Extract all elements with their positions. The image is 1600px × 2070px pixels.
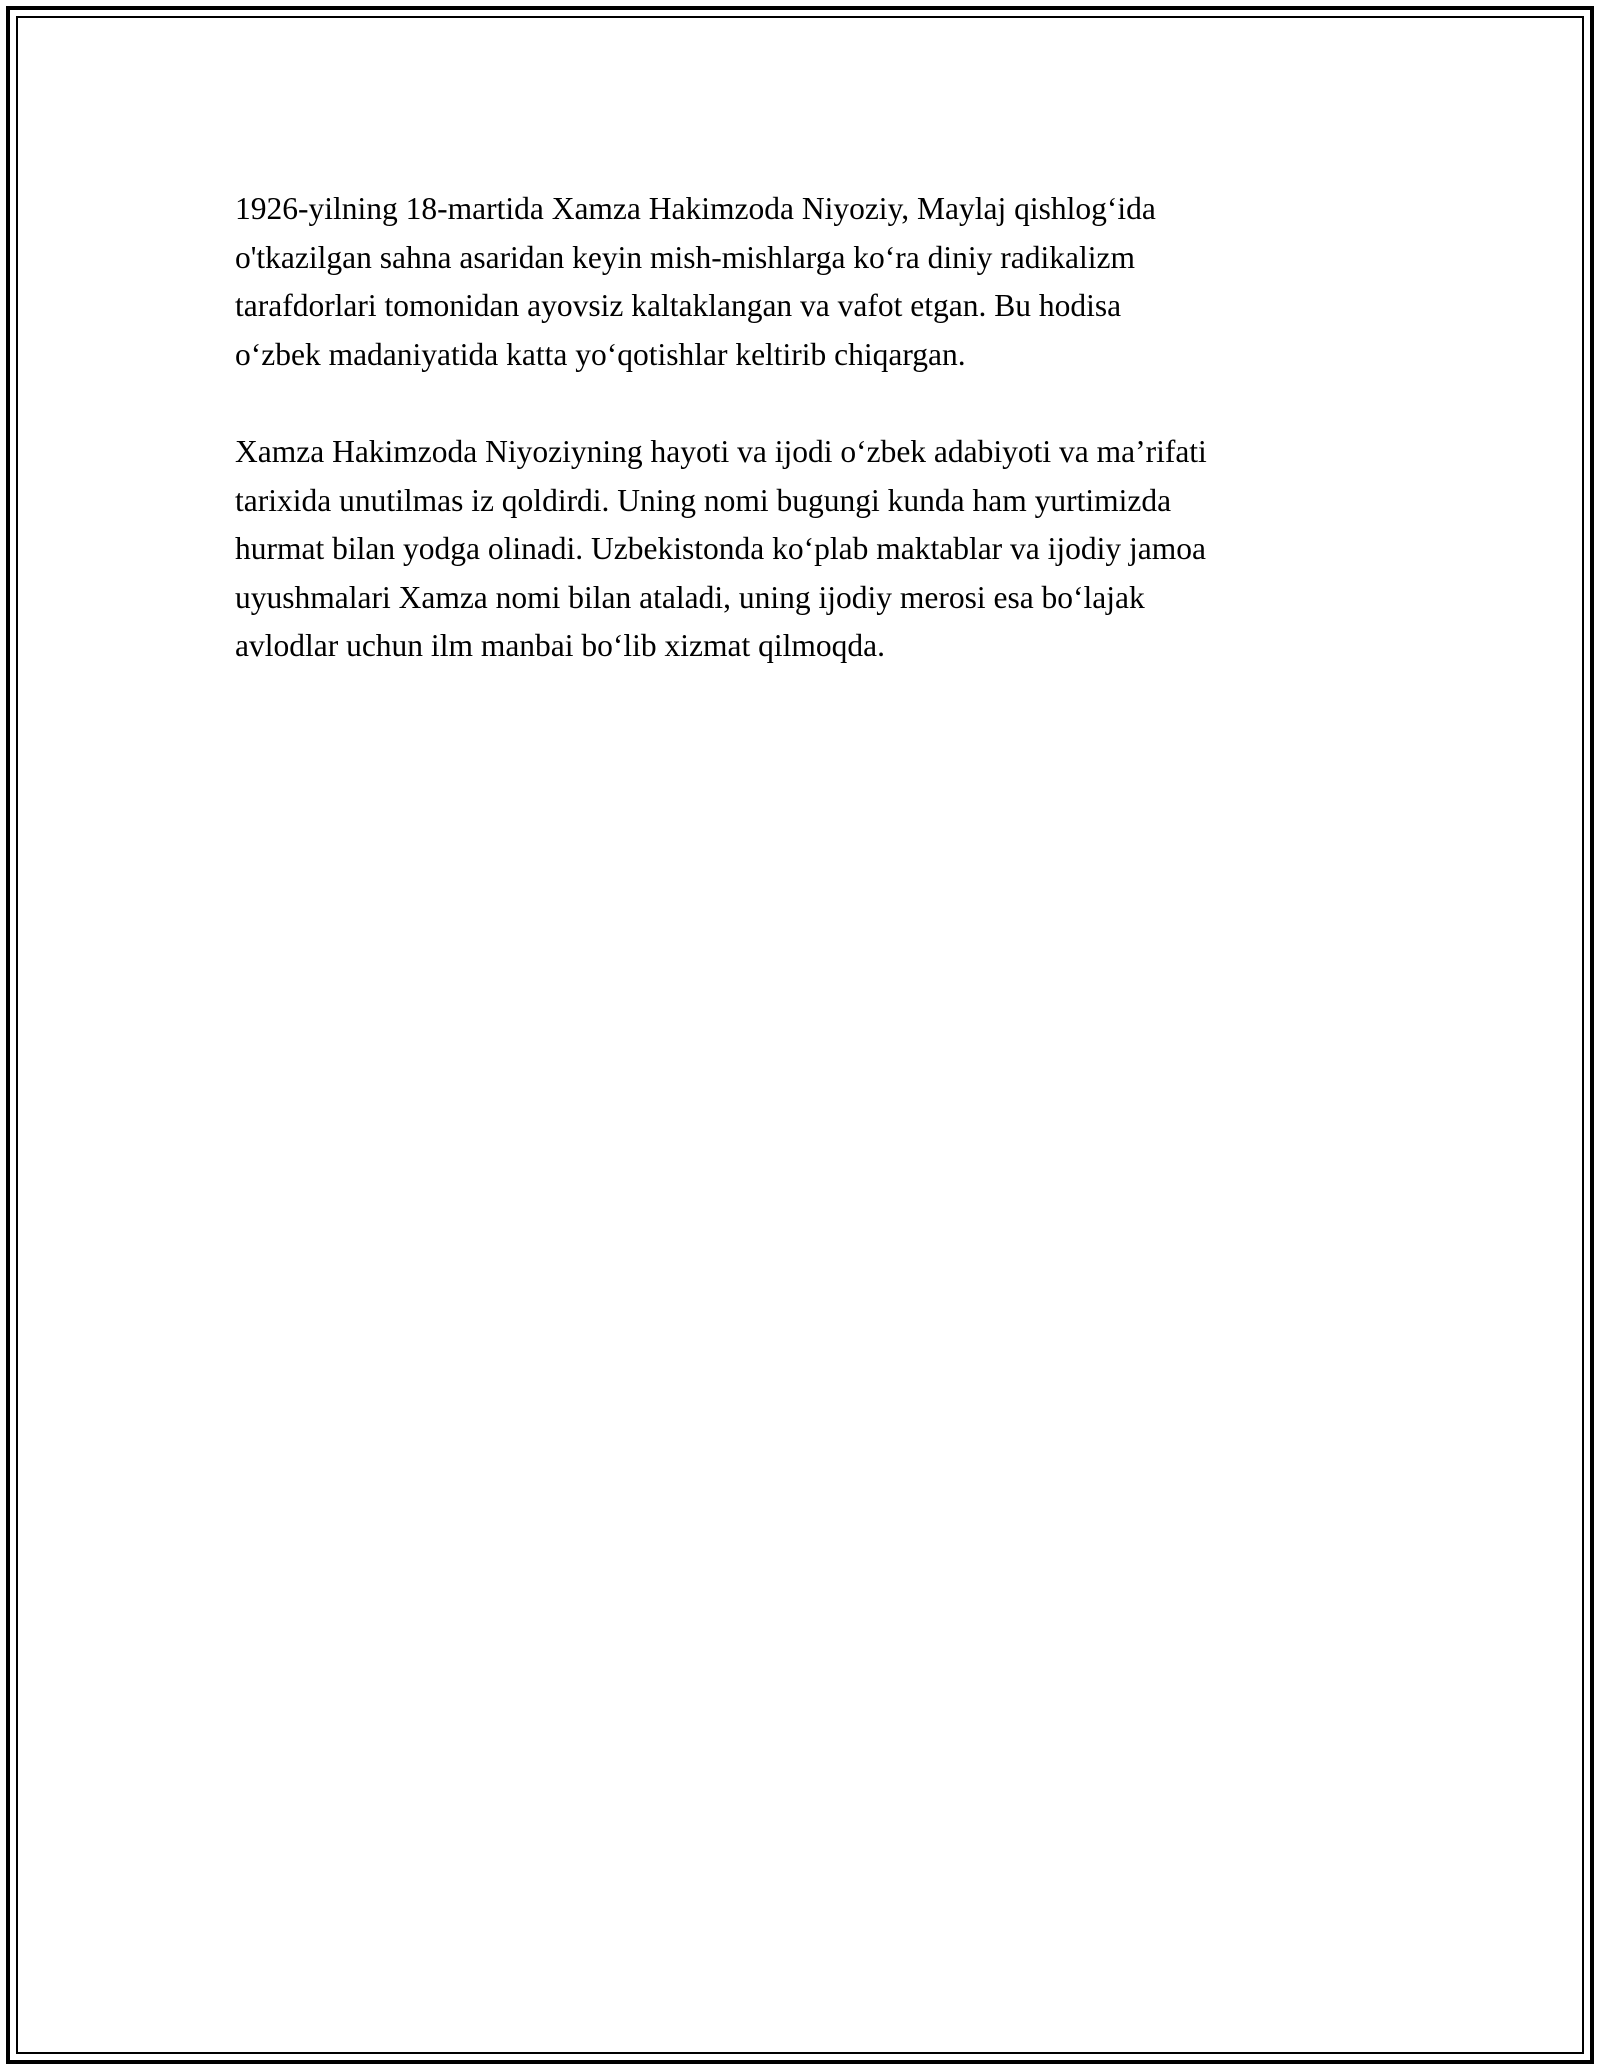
paragraph-line: tarafdorlari tomonidan ayovsiz kaltaklangan va vafot etgan. Bu hodisa bbox=[235, 288, 1122, 324]
paragraph-line: 1926-yilning 18-martida Xamza Hakimzoda Niyoziy, Maylaj qishlog‘ida bbox=[235, 191, 1156, 226]
document-body bbox=[235, 185, 1385, 671]
paragraph-line: o‘zbek madaniyatida katta yo‘qotishlar keltirib chiqargan. bbox=[235, 336, 966, 372]
paragraph-2 bbox=[235, 428, 1385, 671]
paragraph-line: hurmat bilan yodga olinadi. Uzbekistonda ko‘plab maktablar va ijodiy jamoa bbox=[235, 531, 1206, 567]
paragraph-line: tarixida unutilmas iz qoldirdi. Uning nomi bugungi kunda ham yurtimizda bbox=[235, 482, 1172, 518]
paragraph-1 bbox=[235, 185, 1385, 379]
paragraph-line: uyushmalari Xamza nomi bilan ataladi, uning ijodiy merosi esa bo‘lajak bbox=[235, 579, 1145, 615]
paragraph-line: o'tkazilgan sahna asaridan keyin mish-mishlarga ko‘ra diniy radikalizm bbox=[235, 239, 1135, 275]
paragraph-line: avlodlar uchun ilm manbai bo‘lib xizmat qilmoqda. bbox=[235, 628, 885, 664]
paragraph-line: Xamza Hakimzoda Niyoziyning hayoti va ijodi o‘zbek adabiyoti va ma’rifati bbox=[235, 433, 1207, 469]
